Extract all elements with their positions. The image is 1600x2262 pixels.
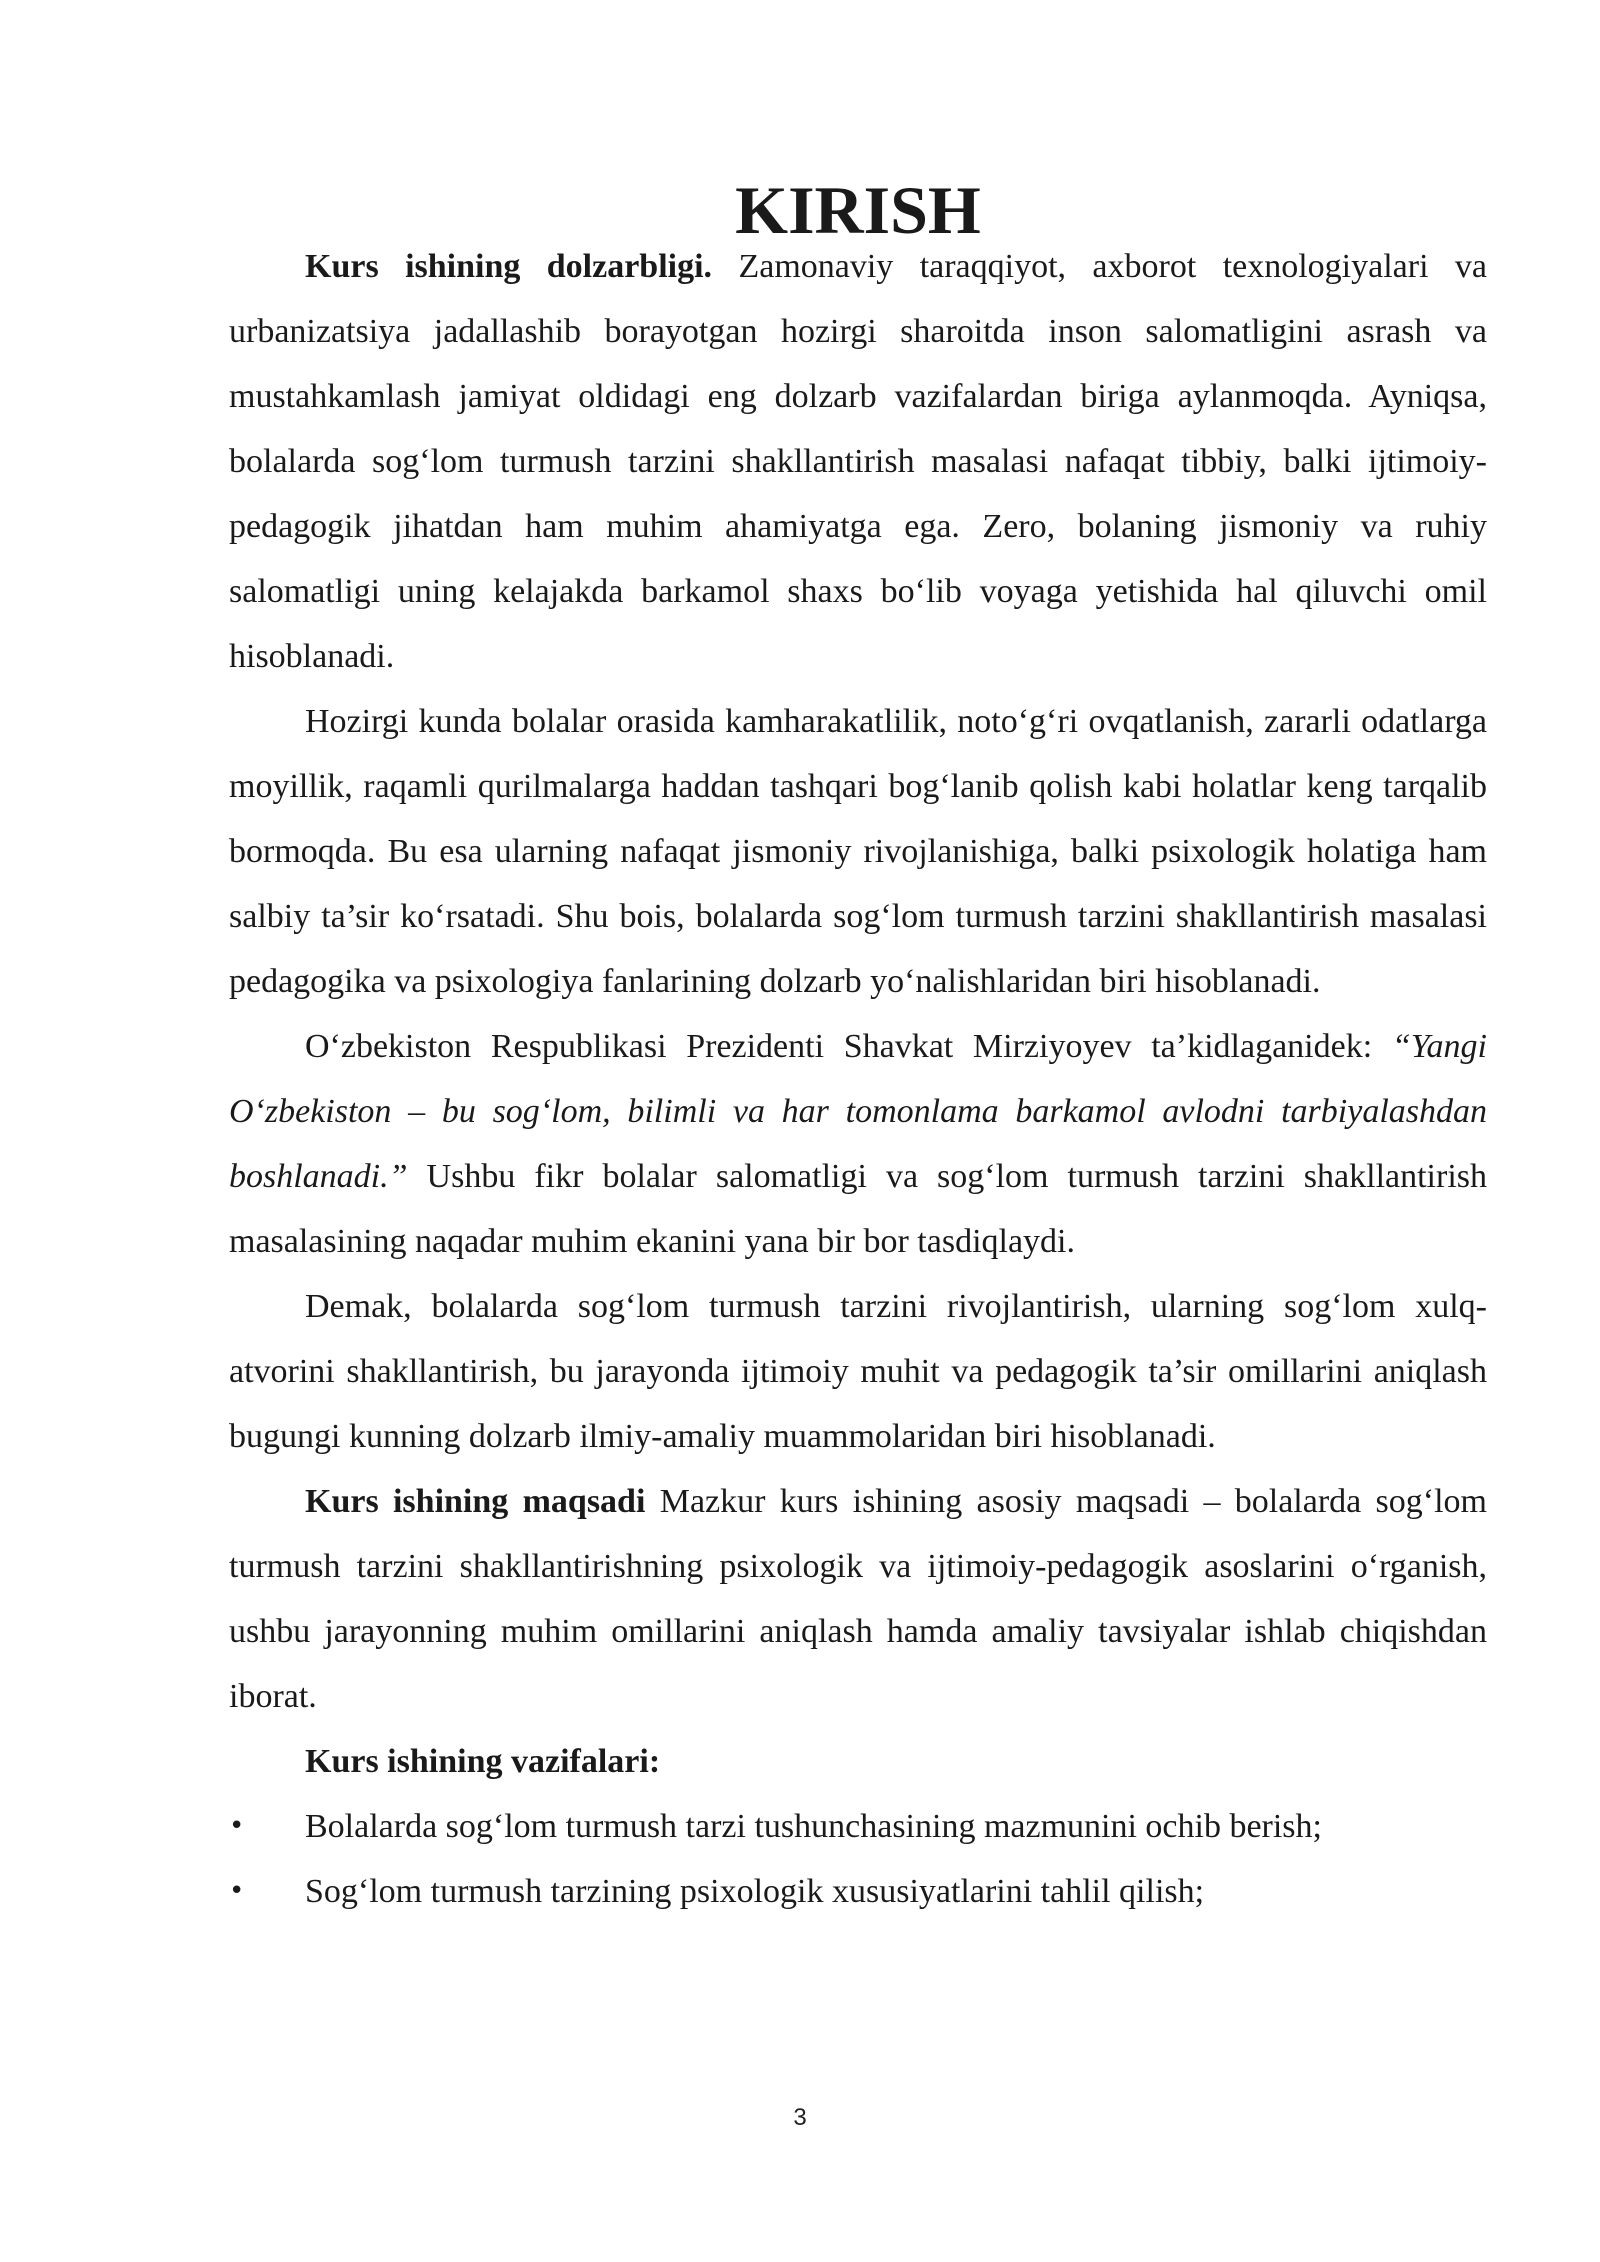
paragraph-text: Zamonaviy taraqqiyot, axborot texnologiyalari va urbanizatsiya jadallashib borayotgan hozirgi sharoitda inson salomatligini asrash va mustahkamlash jamiyat oldidagi eng dolzarb vazifalardan biriga aylanmoqda. Ayniqsa, bolalarda sog‘lom turmush tarzini shakllantirish masalasi nafaqat tibbiy, balki ijtimoiy-pedagogik jihatdan ham muhim ahamiyatga ega. Zero, bolaning jismoniy va ruhiy salomatligi uning kelajakda barkamol shaxs bo‘lib voyaga yetishida hal qiluvchi omil hisoblanadi. [229,248,1487,675]
list-item-text: Bolalarda sog‘lom turmush tarzi tushunchasining mazmunini ochib berish; [305,1808,1322,1845]
tasks-heading: Kurs ishining vazifalari: [305,1743,661,1780]
paragraph-text: Mazkur kurs ishining asosiy maqsadi – bolalarda sog‘lom turmush tarzini shakllantirishning psixologik va ijtimoiy-pedagogik asoslarini o‘rganish, ushbu jarayonning muhim omillarini aniqlash hamda amaliy tavsiyalar ishlab chiqishdan iborat. [229,1483,1487,1715]
paragraph-president-quote [229,1014,1487,1274]
tasks-list [229,1794,1487,1924]
paragraph-goal [229,1469,1487,1729]
paragraph-lead-goal: Kurs ishining maqsadi [305,1483,646,1520]
president-quote: “Yangi O‘zbekiston – bu sog‘lom, bilimli va har tomonlama barkamol avlodni tarbiyalashdan boshlanadi.” [229,1028,1487,1195]
paragraph-current-situation: Hozirgi kunda bolalar orasida kamharakatlilik, noto‘g‘ri ovqatlanish, zararli odatlarga moyillik, raqamli qurilmalarga haddan tashqari bog‘lanib qolish kabi holatlar keng tarqalib bormoqda. Bu esa ularning nafaqat jismoniy rivojlanishiga, balki psixologik holatiga ham salbiy ta’sir ko‘rsatadi. Shu bois, bolalarda sog‘lom turmush tarzini shakllantirish masalasi pedagogika va psixologiya fanlarining dolzarb yo‘nalishlaridan biri hisoblanadi. [229,703,1487,1000]
page-content [229,172,1487,1924]
paragraph-conclusion: Demak, bolalarda sog‘lom turmush tarzini rivojlantirish, ularning sog‘lom xulq-atvorini shakllantirish, bu jarayonda ijtimoiy muhit va pedagogik ta’sir omillarini aniqlash bugungi kunning dolzarb ilmiy-amaliy muammolaridan biri hisoblanadi. [229,1288,1487,1455]
section-title: KIRISH [735,172,981,248]
page-number: 3 [793,2104,807,2131]
quote-followup: Ushbu fikr bolalar salomatligi va sog‘lom turmush tarzini shakllantirish masalasining naqadar muhim ekanini yana bir bor tasdiqlaydi. [229,1158,1487,1260]
list-item-text: Sog‘lom turmush tarzining psixologik xususiyatlarini tahlil qilish; [305,1873,1205,1910]
quote-intro: O‘zbekiston Respublikasi Prezidenti Shavkat Mirziyoyev ta’kidlaganidek: [305,1028,1392,1065]
paragraph-relevance [229,234,1487,689]
paragraph-lead-relevance: Kurs ishining dolzarbligi. [305,248,713,285]
bullet-icon: • [229,1811,245,1841]
list-item [229,1859,1487,1924]
list-item [229,1794,1487,1859]
bullet-icon: • [229,1876,245,1906]
